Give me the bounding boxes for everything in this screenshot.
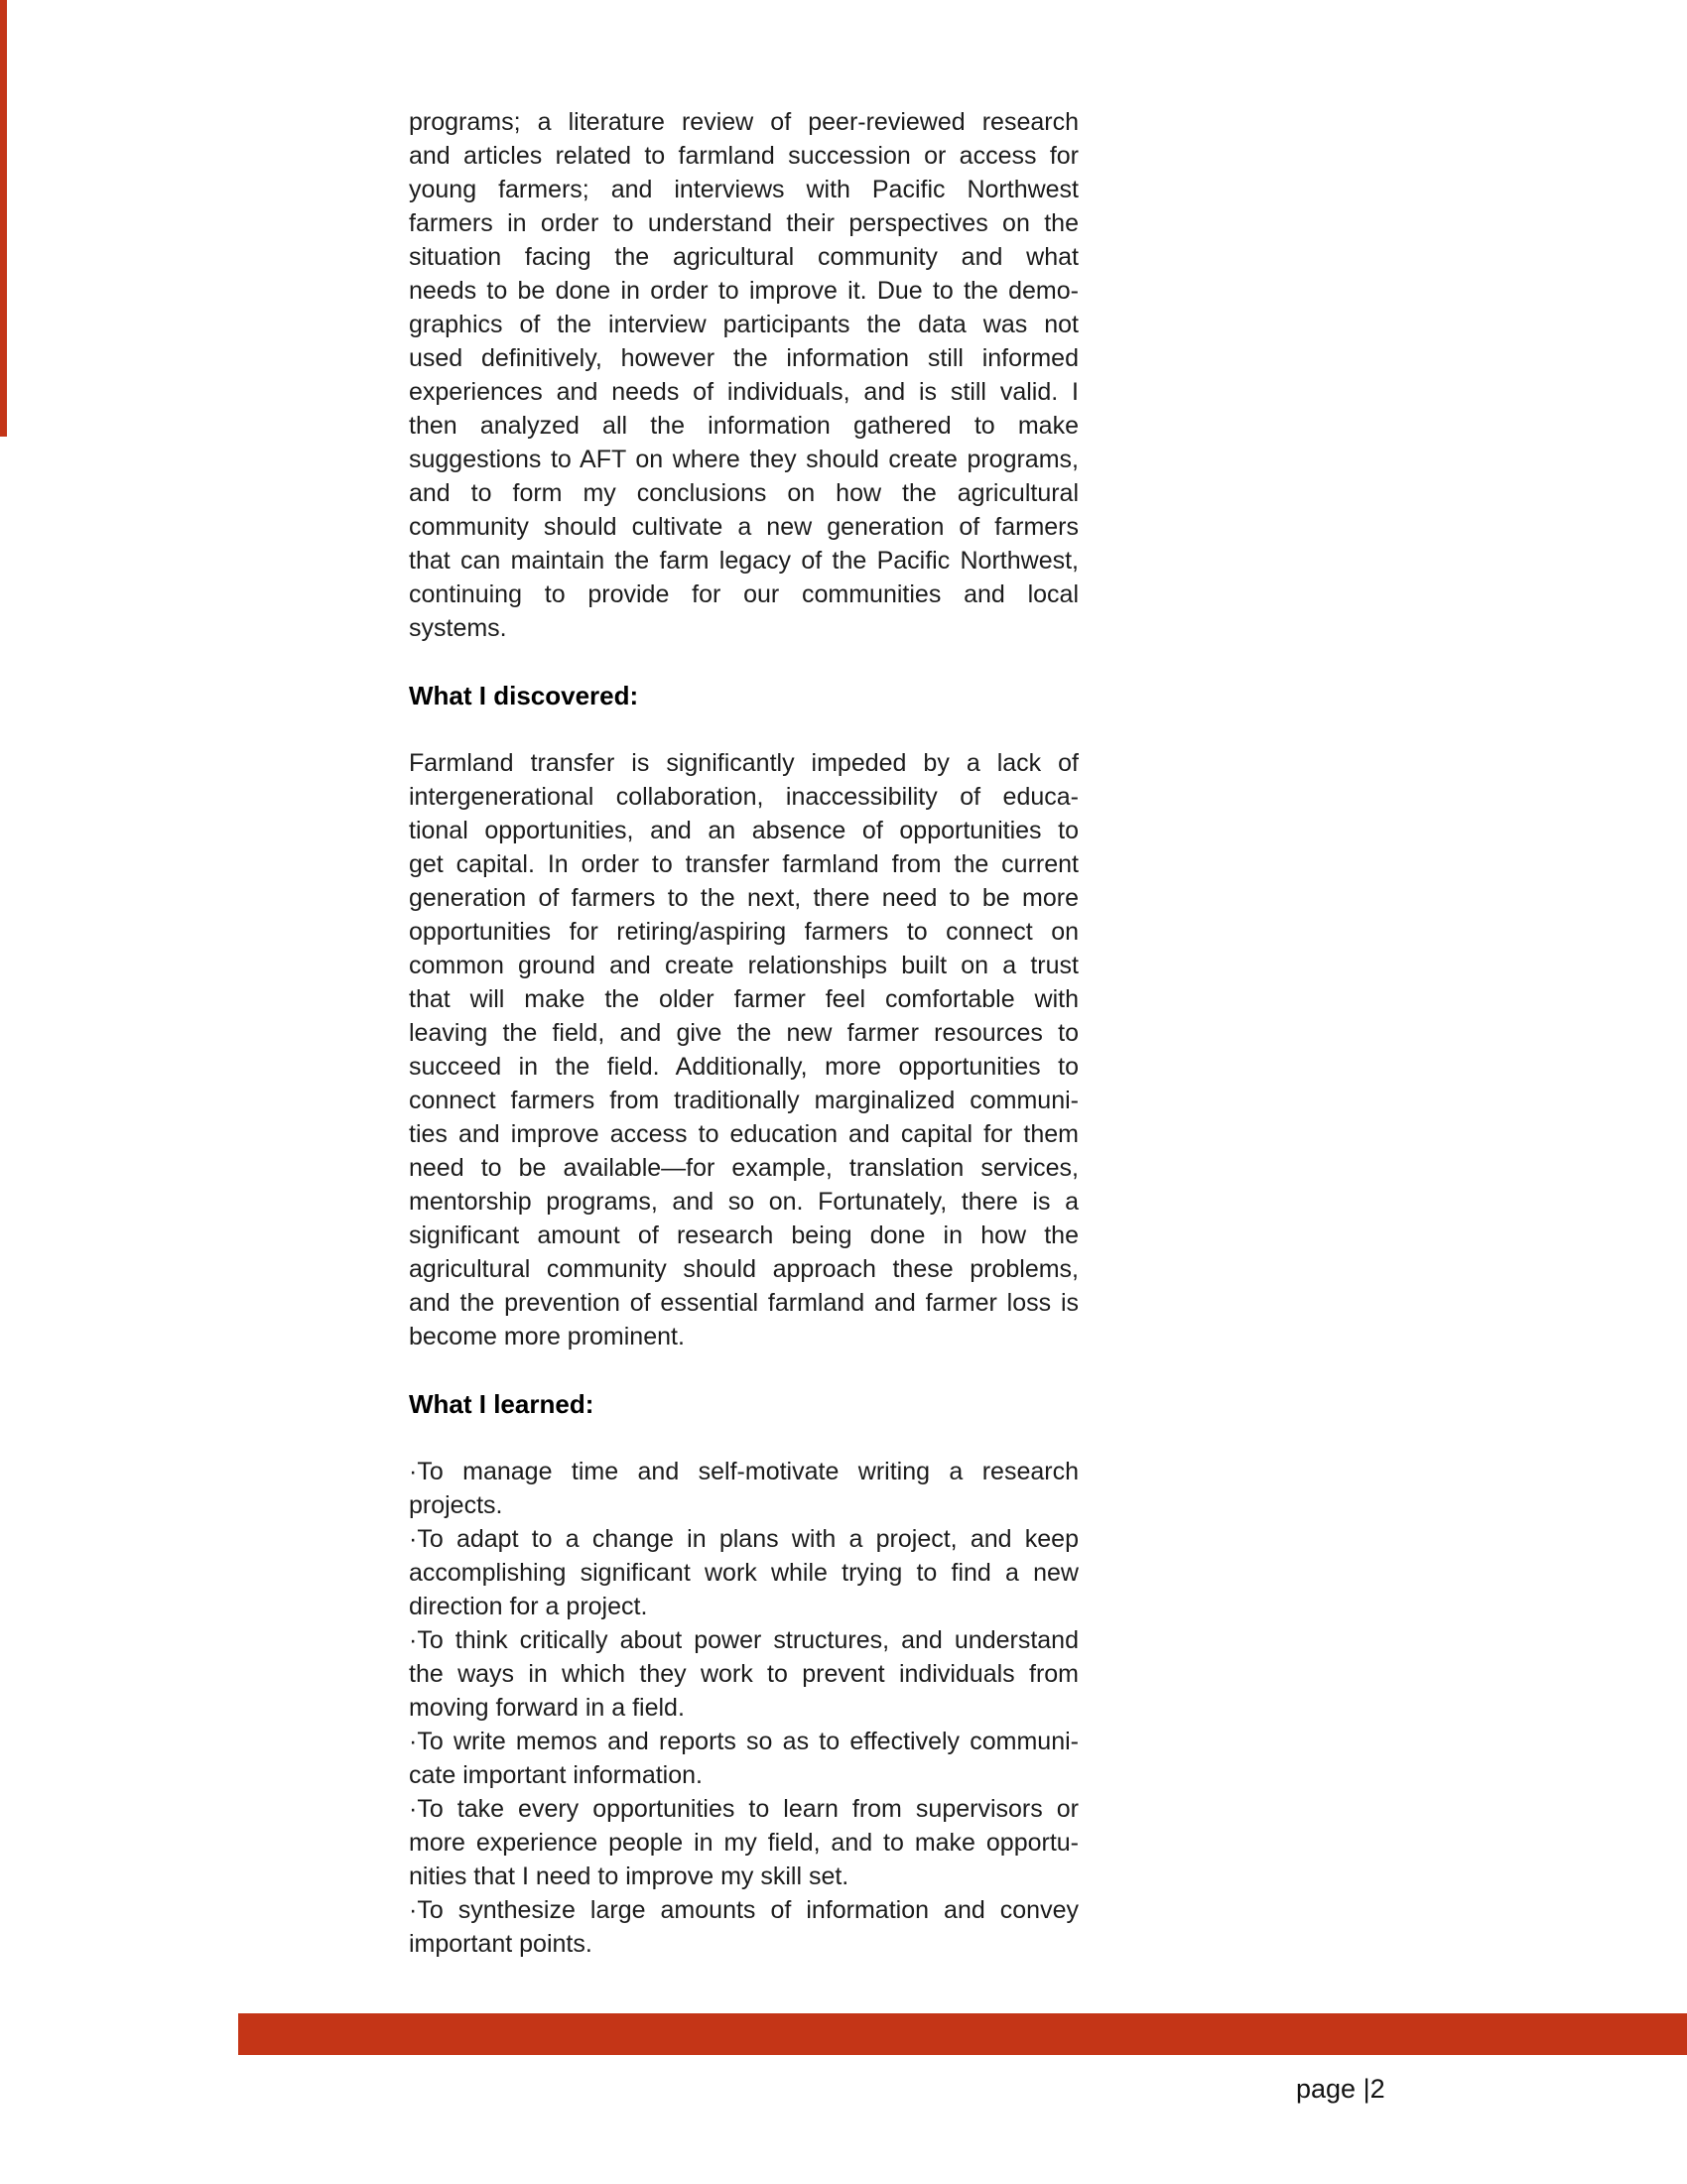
text-line: community should cultivate a new generation of farmers (409, 513, 1079, 541)
text-line: young farmers; and interviews with Pacific Northwest (409, 176, 1079, 203)
bullet-line: moving forward in a field. (409, 1694, 685, 1722)
bullet-line: more experience people in my field, and to make opportu- (409, 1829, 1079, 1857)
text-line: generation of farmers to the next, there need to be more (409, 884, 1079, 912)
text-line: farmers in order to understand their perspectives on the (409, 209, 1079, 237)
bullet-line: the ways in which they work to prevent individuals from (409, 1660, 1079, 1688)
paragraph (409, 746, 1079, 1353)
text-line: ties and improve access to education and capital for them (409, 1120, 1079, 1148)
text-line: that will make the older farmer feel comfortable with (409, 985, 1079, 1013)
bullet-line: ·To manage time and self-motivate writing a research (409, 1458, 1079, 1485)
text-line: intergenerational collaboration, inaccessibility of educa- (409, 783, 1079, 811)
text-line: mentorship programs, and so on. Fortunately, there is a (409, 1188, 1079, 1216)
top-left-accent-bar (0, 0, 7, 437)
text-line: connect farmers from traditionally marginalized communi- (409, 1087, 1079, 1114)
bullet-line: ·To take every opportunities to learn from supervisors or (409, 1795, 1079, 1823)
bullet-line: ·To adapt to a change in plans with a project, and keep (409, 1525, 1079, 1553)
page-number-label (1296, 2074, 1385, 2104)
bullet-line: ·To think critically about power structures, and understand (409, 1626, 1079, 1654)
text-line: leaving the field, and give the new farmer resources to (409, 1019, 1079, 1047)
section-heading: What I discovered: (409, 681, 639, 710)
text-line: common ground and create relationships built on a trust (409, 952, 1079, 979)
text-line: graphics of the interview participants the data was not (409, 311, 1079, 338)
text-line: become more prominent. (409, 1323, 685, 1350)
text-line: programs; a literature review of peer-reviewed research (409, 108, 1079, 136)
text-line: and articles related to farmland succession or access for (409, 142, 1079, 170)
text-line: situation facing the agricultural community and what (409, 243, 1079, 271)
bullet-line: cate important information. (409, 1761, 703, 1789)
text-line: agricultural community should approach these problems, (409, 1255, 1079, 1283)
bullet-list (409, 1455, 1079, 1961)
text-line: succeed in the field. Additionally, more opportunities to (409, 1053, 1079, 1081)
text-line: opportunities for retiring/aspiring farmers to connect on (409, 918, 1079, 946)
text-line: then analyzed all the information gathered to make (409, 412, 1079, 440)
bullet-line: ·To synthesize large amounts of information and convey (409, 1896, 1079, 1924)
text-line: need to be available—for example, translation services, (409, 1154, 1079, 1182)
bullet-line: important points. (409, 1930, 592, 1958)
bullet-line: ·To write memos and reports so as to effectively communi- (409, 1728, 1079, 1755)
text-line: experiences and needs of individuals, and is still valid. I (409, 378, 1079, 406)
text-line: tional opportunities, and an absence of opportunities to (409, 817, 1079, 844)
text-line: Farmland transfer is significantly impeded by a lack of (409, 749, 1079, 777)
bullet-line: projects. (409, 1491, 503, 1519)
page-number-text: page |2 (1296, 2074, 1385, 2104)
text-line: get capital. In order to transfer farmland from the current (409, 850, 1079, 878)
text-line: used definitively, however the information still informed (409, 344, 1079, 372)
bullet-line: accomplishing significant work while trying to find a new (409, 1559, 1079, 1587)
section-heading: What I learned: (409, 1389, 594, 1419)
text-line: and the prevention of essential farmland and farmer loss is (409, 1289, 1079, 1317)
text-line: and to form my conclusions on how the agricultural (409, 479, 1079, 507)
text-line: systems. (409, 614, 507, 642)
paragraph (409, 105, 1079, 645)
text-line: needs to be done in order to improve it. Due to the demo- (409, 277, 1079, 305)
text-line: suggestions to AFT on where they should create programs, (409, 446, 1079, 473)
bullet-line: nities that I need to improve my skill set. (409, 1863, 849, 1890)
text-line: significant amount of research being done in how the (409, 1221, 1079, 1249)
text-column (409, 105, 1079, 1961)
bottom-accent-bar (238, 2013, 1687, 2055)
text-line: that can maintain the farm legacy of the Pacific Northwest, (409, 547, 1079, 575)
text-line: continuing to provide for our communities and local (409, 580, 1079, 608)
bullet-line: direction for a project. (409, 1593, 648, 1620)
